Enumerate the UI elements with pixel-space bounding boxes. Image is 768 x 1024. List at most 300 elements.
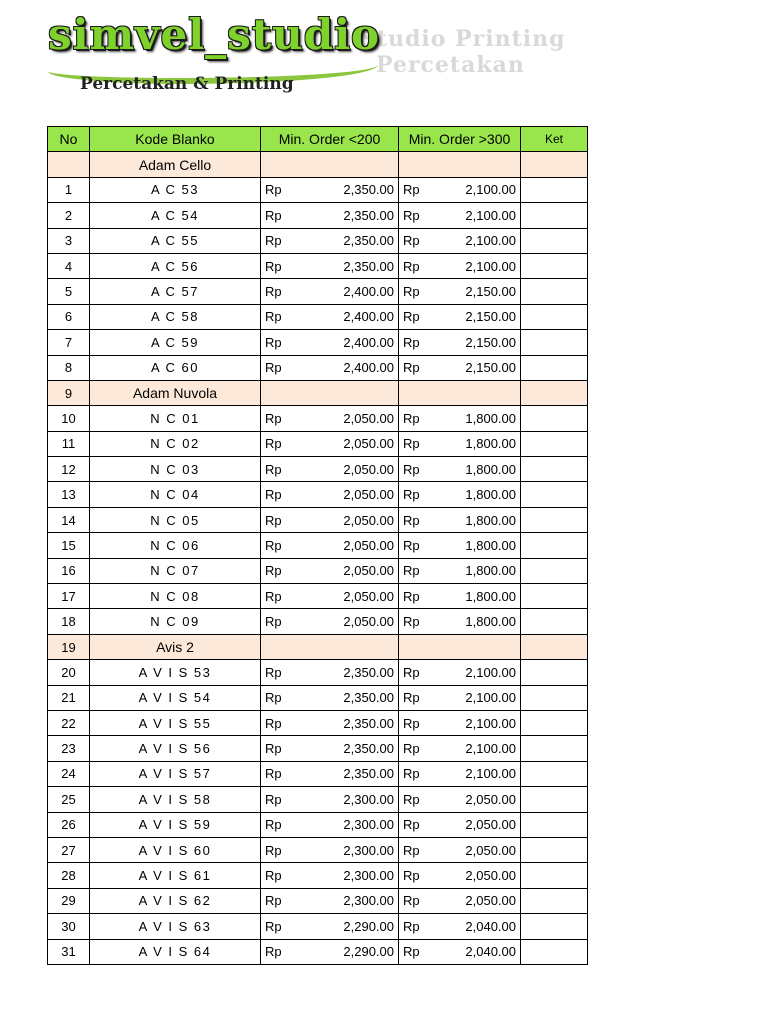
ket-cell [521,507,588,532]
price-min-300-cell [399,279,521,304]
ket-cell [521,558,588,583]
kode-blanko-cell: A C 54 [90,203,261,228]
price-min-300-cell [399,609,521,634]
price-min-200-cell [261,888,399,913]
group-row [48,380,588,405]
price-amount: 2,300.00 [343,817,394,833]
price-amount: 2,050.00 [465,842,516,858]
price-min-200-cell [261,939,399,964]
currency-label: Rp [265,918,282,934]
kode-blanko-cell: A V I S 62 [90,888,261,913]
price-amount: 2,350.00 [343,207,394,223]
price-amount: 2,150.00 [465,284,516,300]
kode-blanko-cell: A C 58 [90,304,261,329]
kode-blanko-cell: A V I S 53 [90,660,261,685]
currency-label: Rp [403,817,420,833]
currency-label: Rp [265,868,282,884]
currency-label: Rp [265,461,282,477]
price-min-300-cell [399,837,521,862]
row-number: 8 [48,355,90,380]
row-number: 9 [48,380,90,405]
price-min-200-cell [261,914,399,939]
price-amount: 1,800.00 [465,461,516,477]
currency-label: Rp [403,258,420,274]
table-row [48,837,588,862]
price-amount: 2,350.00 [343,233,394,249]
price-min-200-cell [261,177,399,202]
logo-background-line-2: Percetakan [376,52,525,78]
price-amount: 1,800.00 [465,512,516,528]
kode-blanko-cell: A C 53 [90,177,261,202]
kode-blanko-cell: A V I S 54 [90,685,261,710]
table-row [48,609,588,634]
row-number: 22 [48,710,90,735]
price-amount: 2,150.00 [465,309,516,325]
table-row [48,431,588,456]
row-number: 29 [48,888,90,913]
currency-label: Rp [403,791,420,807]
price-min-300-cell [399,761,521,786]
currency-label: Rp [403,563,420,579]
empty-cell [399,634,521,659]
currency-label: Rp [403,436,420,452]
currency-label: Rp [403,614,420,630]
empty-cell [261,634,399,659]
price-amount: 2,100.00 [465,258,516,274]
currency-label: Rp [403,360,420,376]
price-amount: 2,050.00 [343,588,394,604]
currency-label: Rp [403,918,420,934]
price-min-300-cell [399,482,521,507]
currency-label: Rp [265,207,282,223]
price-min-300-cell [399,660,521,685]
ket-cell [521,939,588,964]
ket-cell [521,380,588,405]
currency-label: Rp [265,690,282,706]
price-amount: 2,040.00 [465,944,516,960]
header-min-order-300: Min. Order >300 [399,127,521,152]
currency-label: Rp [403,537,420,553]
price-amount: 2,050.00 [343,563,394,579]
kode-blanko-cell: A C 56 [90,253,261,278]
ket-cell [521,228,588,253]
currency-label: Rp [265,487,282,503]
price-table [47,126,588,965]
kode-blanko-cell: A C 59 [90,330,261,355]
price-amount: 2,300.00 [343,791,394,807]
currency-label: Rp [403,715,420,731]
price-min-300-cell [399,584,521,609]
kode-blanko-cell: N C 08 [90,584,261,609]
currency-label: Rp [265,766,282,782]
currency-label: Rp [403,182,420,198]
price-min-300-cell [399,710,521,735]
price-amount: 2,400.00 [343,309,394,325]
table-row [48,584,588,609]
price-amount: 2,290.00 [343,944,394,960]
header-kode-blanko: Kode Blanko [90,127,261,152]
price-min-200-cell [261,787,399,812]
price-min-300-cell [399,253,521,278]
currency-label: Rp [265,360,282,376]
price-amount: 2,100.00 [465,207,516,223]
price-min-300-cell [399,431,521,456]
currency-label: Rp [403,893,420,909]
kode-blanko-cell: N C 06 [90,533,261,558]
price-amount: 2,050.00 [465,893,516,909]
kode-blanko-cell: N C 02 [90,431,261,456]
kode-blanko-cell: A V I S 58 [90,787,261,812]
row-number: 15 [48,533,90,558]
price-min-300-cell [399,304,521,329]
price-min-200-cell [261,685,399,710]
price-amount: 2,050.00 [343,487,394,503]
ket-cell [521,609,588,634]
table-row [48,228,588,253]
header-no: No [48,127,90,152]
table-row [48,939,588,964]
ket-cell [521,812,588,837]
currency-label: Rp [265,664,282,680]
row-number: 20 [48,660,90,685]
table-row [48,507,588,532]
currency-label: Rp [403,461,420,477]
currency-label: Rp [265,258,282,274]
row-number: 16 [48,558,90,583]
price-min-200-cell [261,837,399,862]
price-amount: 1,800.00 [465,588,516,604]
price-min-300-cell [399,939,521,964]
price-table-body [48,152,588,965]
table-row [48,279,588,304]
price-min-300-cell [399,355,521,380]
ket-cell [521,888,588,913]
table-row [48,533,588,558]
price-amount: 2,050.00 [343,537,394,553]
row-number: 19 [48,634,90,659]
header-min-order-200: Min. Order <200 [261,127,399,152]
logo-subtitle: Percetakan & Printing [80,74,294,94]
price-amount: 1,800.00 [465,436,516,452]
price-amount: 2,300.00 [343,842,394,858]
group-name: Avis 2 [90,634,261,659]
logo-background-text [360,26,668,86]
currency-label: Rp [403,233,420,249]
currency-label: Rp [265,893,282,909]
currency-label: Rp [265,791,282,807]
table-row [48,812,588,837]
price-amount: 2,050.00 [343,436,394,452]
currency-label: Rp [403,741,420,757]
currency-label: Rp [403,588,420,604]
currency-label: Rp [403,842,420,858]
kode-blanko-cell: N C 04 [90,482,261,507]
price-amount: 2,050.00 [343,461,394,477]
ket-cell [521,685,588,710]
price-amount: 2,040.00 [465,918,516,934]
table-row [48,710,588,735]
price-min-200-cell [261,812,399,837]
price-min-200-cell [261,457,399,482]
table-row [48,177,588,202]
empty-cell [399,152,521,177]
header-ket: Ket [521,127,588,152]
price-min-200-cell [261,253,399,278]
row-number: 5 [48,279,90,304]
row-number: 10 [48,406,90,431]
table-header-row [48,127,588,152]
currency-label: Rp [265,842,282,858]
empty-cell [261,380,399,405]
table-row [48,406,588,431]
price-min-300-cell [399,787,521,812]
ket-cell [521,914,588,939]
row-number: 23 [48,736,90,761]
price-min-200-cell [261,228,399,253]
currency-label: Rp [265,182,282,198]
currency-label: Rp [403,284,420,300]
price-amount: 2,350.00 [343,715,394,731]
price-amount: 2,400.00 [343,334,394,350]
ket-cell [521,279,588,304]
currency-label: Rp [265,284,282,300]
table-row [48,304,588,329]
table-row [48,330,588,355]
price-min-200-cell [261,609,399,634]
currency-label: Rp [265,817,282,833]
ket-cell [521,330,588,355]
price-min-200-cell [261,355,399,380]
price-min-300-cell [399,685,521,710]
price-amount: 2,100.00 [465,233,516,249]
row-number: 24 [48,761,90,786]
price-min-200-cell [261,736,399,761]
price-min-200-cell [261,304,399,329]
ket-cell [521,736,588,761]
table-row [48,914,588,939]
price-min-300-cell [399,863,521,888]
currency-label: Rp [403,766,420,782]
price-amount: 2,300.00 [343,868,394,884]
price-amount: 2,350.00 [343,690,394,706]
currency-label: Rp [403,512,420,528]
price-amount: 2,150.00 [465,360,516,376]
row-number: 7 [48,330,90,355]
table-row [48,558,588,583]
kode-blanko-cell: A C 60 [90,355,261,380]
ket-cell [521,406,588,431]
currency-label: Rp [265,436,282,452]
ket-cell [521,253,588,278]
currency-label: Rp [403,868,420,884]
price-min-300-cell [399,177,521,202]
table-row [48,253,588,278]
row-number: 12 [48,457,90,482]
table-row [48,787,588,812]
price-amount: 2,100.00 [465,741,516,757]
currency-label: Rp [265,233,282,249]
table-row [48,660,588,685]
group-name: Adam Nuvola [90,380,261,405]
price-amount: 2,150.00 [465,334,516,350]
empty-cell [399,380,521,405]
price-min-300-cell [399,888,521,913]
ket-cell [521,634,588,659]
price-min-200-cell [261,558,399,583]
price-min-300-cell [399,457,521,482]
ket-cell [521,584,588,609]
kode-blanko-cell: A V I S 60 [90,837,261,862]
kode-blanko-cell: N C 05 [90,507,261,532]
table-row [48,736,588,761]
currency-label: Rp [403,664,420,680]
price-min-300-cell [399,507,521,532]
row-number: 25 [48,787,90,812]
price-min-200-cell [261,406,399,431]
row-number: 11 [48,431,90,456]
price-min-300-cell [399,330,521,355]
kode-blanko-cell: N C 03 [90,457,261,482]
ket-cell [521,457,588,482]
currency-label: Rp [265,537,282,553]
price-min-200-cell [261,482,399,507]
currency-label: Rp [265,512,282,528]
table-row [48,863,588,888]
currency-label: Rp [403,410,420,426]
price-amount: 2,350.00 [343,182,394,198]
price-min-200-cell [261,533,399,558]
price-min-200-cell [261,507,399,532]
row-number: 13 [48,482,90,507]
currency-label: Rp [265,410,282,426]
kode-blanko-cell: A C 57 [90,279,261,304]
row-number: 18 [48,609,90,634]
price-amount: 2,350.00 [343,664,394,680]
ket-cell [521,533,588,558]
price-amount: 2,100.00 [465,182,516,198]
ket-cell [521,431,588,456]
kode-blanko-cell: A V I S 63 [90,914,261,939]
price-amount: 2,290.00 [343,918,394,934]
price-amount: 1,800.00 [465,537,516,553]
price-min-300-cell [399,533,521,558]
empty-cell [261,152,399,177]
currency-label: Rp [265,715,282,731]
price-min-200-cell [261,761,399,786]
price-amount: 2,400.00 [343,360,394,376]
table-row [48,457,588,482]
currency-label: Rp [265,588,282,604]
kode-blanko-cell: N C 01 [90,406,261,431]
ket-cell [521,304,588,329]
row-number: 30 [48,914,90,939]
ket-cell [521,355,588,380]
group-row [48,634,588,659]
table-row [48,355,588,380]
kode-blanko-cell: A V I S 61 [90,863,261,888]
currency-label: Rp [403,334,420,350]
kode-blanko-cell: A V I S 59 [90,812,261,837]
price-min-200-cell [261,279,399,304]
kode-blanko-cell: A V I S 56 [90,736,261,761]
price-amount: 2,050.00 [465,868,516,884]
price-min-300-cell [399,558,521,583]
table-row [48,482,588,507]
row-number: 17 [48,584,90,609]
price-min-300-cell [399,228,521,253]
price-amount: 2,100.00 [465,664,516,680]
ket-cell [521,837,588,862]
ket-cell [521,177,588,202]
kode-blanko-cell: N C 07 [90,558,261,583]
currency-label: Rp [403,309,420,325]
logo-main-text: simvel_studio [48,10,381,59]
kode-blanko-cell: A V I S 57 [90,761,261,786]
table-row [48,888,588,913]
ket-cell [521,482,588,507]
currency-label: Rp [265,334,282,350]
row-number: 31 [48,939,90,964]
row-number: 27 [48,837,90,862]
table-row [48,685,588,710]
price-min-300-cell [399,406,521,431]
price-min-300-cell [399,203,521,228]
ket-cell [521,710,588,735]
row-number: 28 [48,863,90,888]
currency-label: Rp [403,690,420,706]
price-amount: 2,350.00 [343,741,394,757]
price-amount: 2,050.00 [343,410,394,426]
ket-cell [521,863,588,888]
row-number: 4 [48,253,90,278]
currency-label: Rp [265,309,282,325]
kode-blanko-cell: A C 55 [90,228,261,253]
price-amount: 2,050.00 [343,512,394,528]
row-number: 3 [48,228,90,253]
price-amount: 2,100.00 [465,766,516,782]
price-amount: 2,100.00 [465,690,516,706]
currency-label: Rp [265,563,282,579]
price-min-300-cell [399,914,521,939]
row-number: 21 [48,685,90,710]
row-number: 2 [48,203,90,228]
logo-background-line-1: Studio Printing [360,26,566,52]
row-number: 1 [48,177,90,202]
price-min-200-cell [261,203,399,228]
price-min-200-cell [261,584,399,609]
kode-blanko-cell: N C 09 [90,609,261,634]
price-amount: 2,100.00 [465,715,516,731]
kode-blanko-cell: A V I S 55 [90,710,261,735]
ket-cell [521,761,588,786]
price-amount: 1,800.00 [465,410,516,426]
currency-label: Rp [265,944,282,960]
currency-label: Rp [265,741,282,757]
row-number: 14 [48,507,90,532]
price-min-200-cell [261,330,399,355]
table-row [48,203,588,228]
price-min-200-cell [261,863,399,888]
row-number: 6 [48,304,90,329]
price-amount: 2,300.00 [343,893,394,909]
price-min-200-cell [261,431,399,456]
price-amount: 2,400.00 [343,284,394,300]
price-min-300-cell [399,812,521,837]
currency-label: Rp [403,944,420,960]
price-min-200-cell [261,710,399,735]
ket-cell [521,787,588,812]
group-row [48,152,588,177]
